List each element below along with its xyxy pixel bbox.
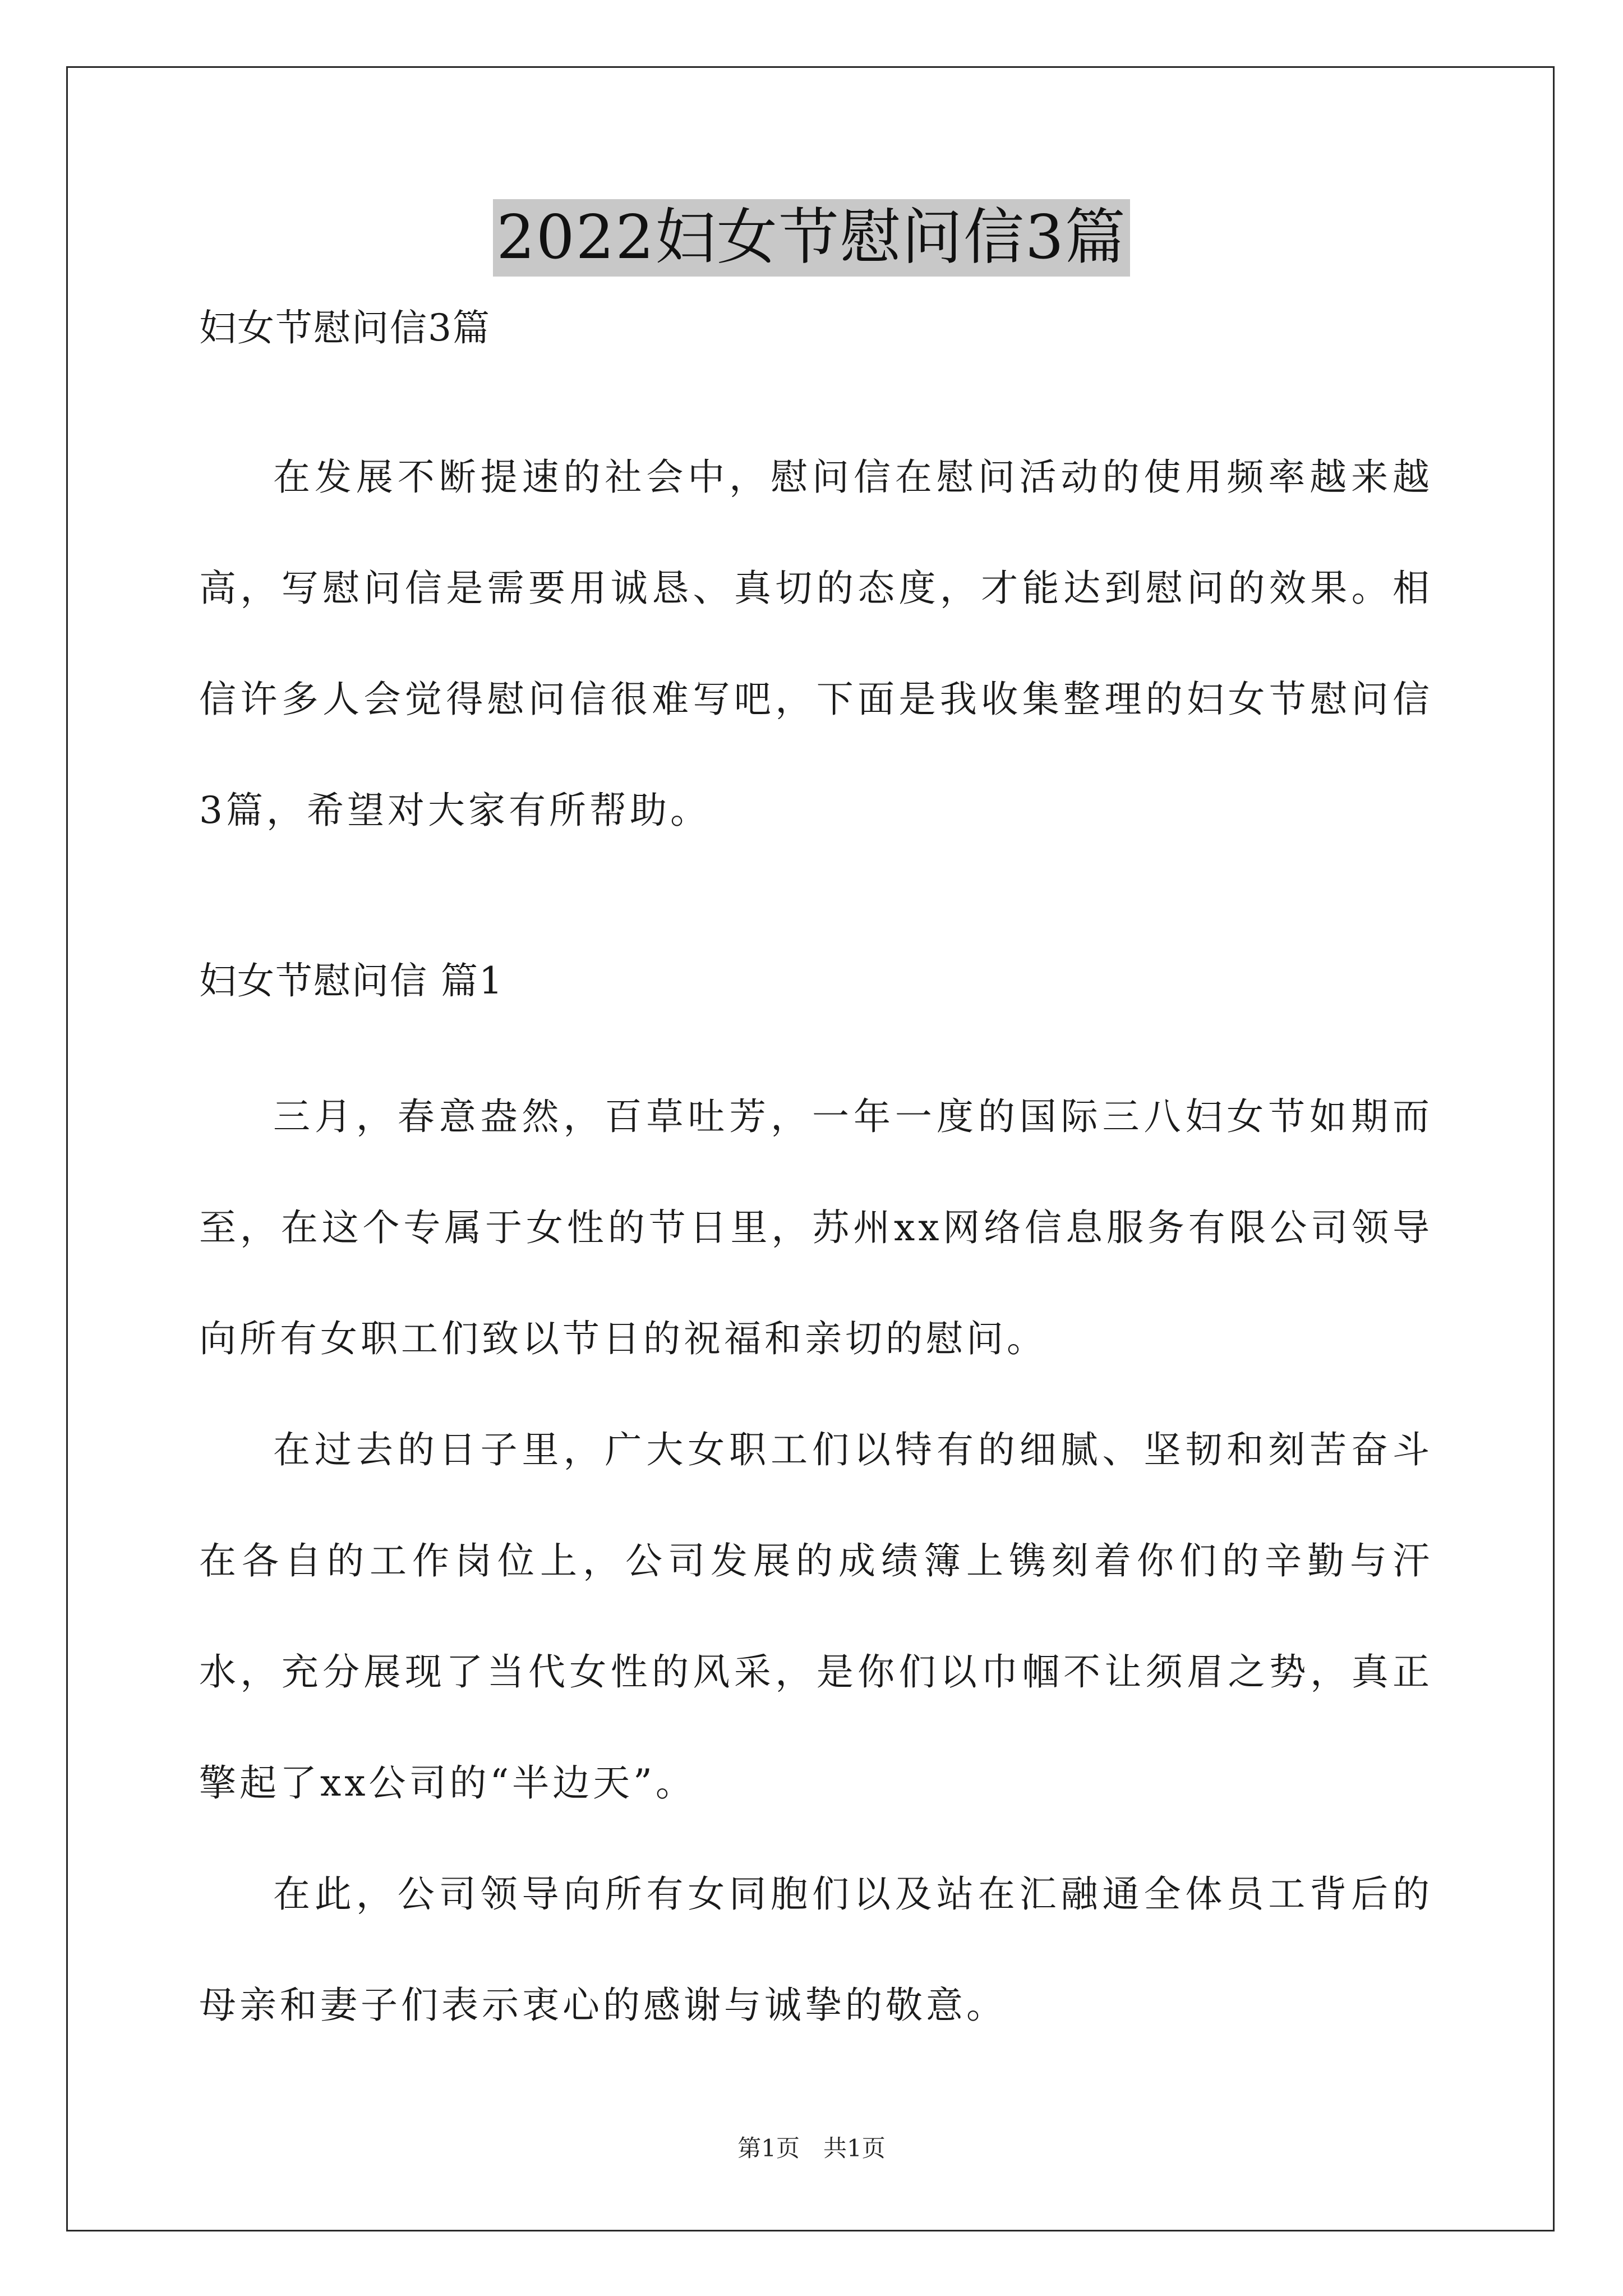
section-paragraph-1: 三月，春意盎然，百草吐芳，一年一度的国际三八妇女节如期而至，在这个专属于女性的节日里，苏州xx网络信息服务有限公司领导向所有女职工们致以节日的祝福和亲切的慰问。 bbox=[199, 1095, 1433, 1360]
page-number-label: 第1页 共1页 bbox=[737, 2134, 886, 2162]
intro-paragraph: 在发展不断提速的社会中，慰问信在慰问活动的使用频率越来越高，写慰问信是需要用诚恳、真切的态度，才能达到慰问的效果。相信许多人会觉得慰问信很难写吧，下面是我收集整理的妇女节慰问信3篇，希望对大家有所帮助。 bbox=[199, 455, 1433, 832]
document-body bbox=[199, 303, 1433, 2061]
title-container bbox=[0, 199, 1623, 277]
section-spacer bbox=[199, 866, 1433, 956]
section-paragraph-3: 在此，公司领导向所有女同胞们以及站在汇融通全体员工背后的母亲和妻子们表示衷心的感谢与诚挚的敬意。 bbox=[199, 1872, 1433, 2027]
section-heading: 妇女节慰问信 篇1 bbox=[199, 959, 504, 1002]
section-paragraph-2: 在过去的日子里，广大女职工们以特有的细腻、坚韧和刻苦奋斗在各自的工作岗位上，公司发展的成绩簿上镌刻着你们的辛勤与汗水，充分展现了当代女性的风采，是你们以巾帼不让须眉之势，真正擎起了xx公司的“半边天”。 bbox=[199, 1428, 1433, 1805]
document-subtitle: 妇女节慰问信3篇 bbox=[199, 306, 491, 349]
document-title: 2022妇女节慰问信3篇 bbox=[493, 199, 1130, 277]
page-footer bbox=[0, 2132, 1623, 2165]
